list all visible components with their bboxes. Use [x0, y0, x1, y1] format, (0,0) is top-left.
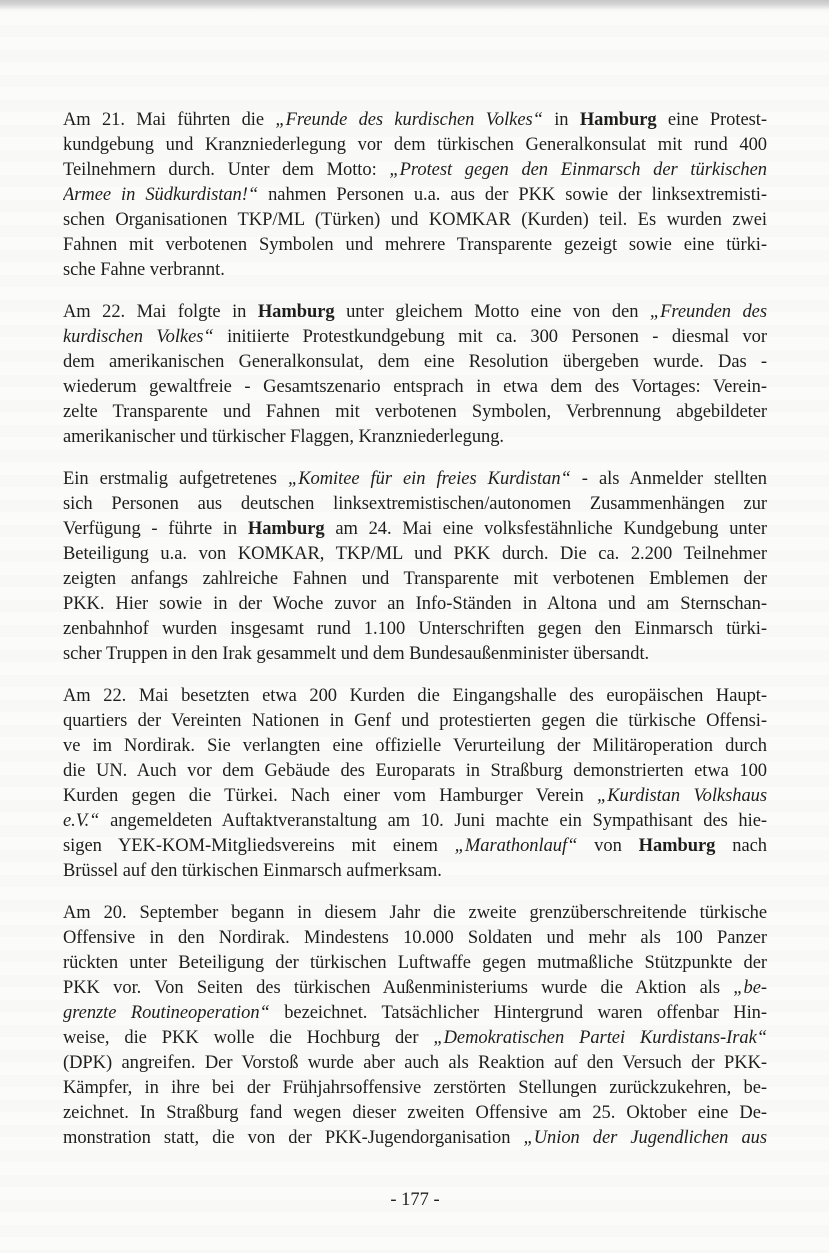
- text-line: [63, 1026, 767, 1051]
- text-run: (DPK) angreifen. Der Vorstoß wurde aber auch als Reaktion auf den Versuch der PKK-: [63, 1053, 767, 1073]
- text-run: PKK. Hier sowie in der Woche zuvor an Info-Ständen in Altona und am Sternschan-: [63, 594, 767, 614]
- text-line: [63, 233, 767, 258]
- text-run: weise, die PKK wolle die Hochburg der: [63, 1028, 434, 1048]
- text-line: [63, 183, 767, 208]
- text-line: [63, 734, 767, 759]
- text-line: [63, 642, 767, 667]
- text-run: Kurden gegen die Türkei. Nach einer vom Hamburger Verein: [63, 786, 598, 806]
- text-line: [63, 492, 767, 517]
- text-line: [63, 425, 767, 450]
- text-run: von: [577, 836, 639, 856]
- italic-run: „be-: [733, 978, 767, 998]
- bold-run: Hamburg: [247, 519, 325, 539]
- text-run: dem amerikanischen Generalkonsulat, dem eine Resolution übergeben wurde. Das -: [63, 352, 767, 372]
- text-line: [63, 759, 767, 784]
- text-run: zeigten anfangs zahlreiche Fahnen und Transparente mit verbotenen Emblemen der: [63, 569, 767, 589]
- paragraph: [63, 467, 767, 667]
- bold-run: Hamburg: [579, 110, 657, 130]
- text-line: [63, 1101, 767, 1126]
- text-line: [63, 1051, 767, 1076]
- text-line: [63, 158, 767, 183]
- text-line: [63, 1001, 767, 1026]
- text-run: Verfügung - führte in: [63, 519, 248, 539]
- scan-edge-top: [0, 0, 829, 10]
- text-run: kundgebung und Kranzniederlegung vor dem türkischen Generalkonsulat mit rund 400: [63, 135, 767, 155]
- text-run: amerikanischer und türkischer Flaggen, Kranzniederlegung.: [63, 427, 504, 447]
- text-run: Kämpfer, in ihre bei der Frühjahrsoffensive zerstörten Stellungen zurückzukehren, be-: [63, 1078, 767, 1098]
- italic-run: „Kurdistan Volkshaus: [597, 786, 767, 806]
- text-line: [63, 901, 767, 926]
- text-line: [63, 709, 767, 734]
- text-line: [63, 258, 767, 283]
- text-line: [63, 467, 767, 492]
- text-run: - als Anmelder stellten: [570, 469, 767, 489]
- text-run: Ein erstmalig aufgetretenes: [63, 469, 288, 489]
- text-run: Brüssel auf den türkischen Einmarsch aufmerksam.: [63, 861, 442, 881]
- text-run: Beteiligung u.a. von KOMKAR, TKP/ML und PKK durch. Die ca. 2.200 Teilnehmer: [63, 544, 767, 564]
- text-run: angemeldeten Auftaktveranstaltung am 10. Juni machte ein Sympathisant des hie-: [99, 811, 767, 831]
- text-run: quartiers der Vereinten Nationen in Genf und protestierten gegen die türkische Offensi-: [63, 711, 767, 731]
- text-run: nach: [715, 836, 767, 856]
- text-line: [63, 951, 767, 976]
- italic-run: „Komitee für ein freies Kurdistan“: [287, 469, 571, 489]
- paragraph: [63, 108, 767, 283]
- text-run: sigen YEK-KOM-Mitgliedsvereins mit einem: [63, 836, 455, 856]
- text-run: zenbahnhof wurden insgesamt rund 1.100 Unterschriften gegen den Einmarsch türki-: [63, 619, 767, 639]
- text-run: zeichnet. In Straßburg fand wegen dieser zweiten Offensive am 25. Oktober eine De-: [63, 1103, 767, 1123]
- text-run: eine Protest-: [656, 110, 767, 130]
- text-run: unter gleichem Motto eine von den: [334, 302, 650, 322]
- text-run: scher Truppen in den Irak gesammelt und dem Bundesaußenminister übersandt.: [63, 644, 650, 664]
- text-line: [63, 834, 767, 859]
- text-run: die UN. Auch vor dem Gebäude des Europarats in Straßburg demonstrierten etwa 100: [63, 761, 767, 781]
- text-line: [63, 859, 767, 884]
- italic-run: kurdischen Volkes“: [63, 327, 214, 347]
- paragraph: [63, 684, 767, 884]
- text-line: [63, 300, 767, 325]
- italic-run: grenzte Routineoperation“: [63, 1003, 270, 1023]
- text-line: [63, 400, 767, 425]
- bold-run: Hamburg: [638, 836, 716, 856]
- text-line: [63, 976, 767, 1001]
- text-run: monstration statt, die von der PKK-Jugendorganisation: [63, 1128, 524, 1148]
- text-run: bezeichnet. Tatsächlicher Hintergrund waren offenbar Hin-: [269, 1003, 767, 1023]
- text-line: [63, 133, 767, 158]
- text-line: [63, 325, 767, 350]
- text-line: [63, 1076, 767, 1101]
- text-run: sche Fahne verbrannt.: [63, 260, 225, 280]
- text-line: [63, 684, 767, 709]
- text-run: zelte Transparente und Fahnen mit verbotenen Symbolen, Verbrennung abgebildeter: [63, 402, 767, 422]
- text-run: sich Personen aus deutschen linksextremistischen/autonomen Zusammenhängen zur: [63, 494, 767, 514]
- text-run: Am 22. Mai folgte in: [63, 302, 258, 322]
- text-run: ve im Nordirak. Sie verlangten eine offizielle Verurteilung der Militäroperation durch: [63, 736, 767, 756]
- text-line: [63, 592, 767, 617]
- text-line: [63, 926, 767, 951]
- italic-run: Armee in Südkurdistan!“: [63, 185, 259, 205]
- text-run: PKK vor. Von Seiten des türkischen Außenministeriums wurde die Aktion als: [63, 978, 734, 998]
- text-run: rückten unter Beteiligung der türkischen Luftwaffe gegen mutmaßliche Stützpunkte der: [63, 953, 767, 973]
- text-run: initiierte Protestkundgebung mit ca. 300 Personen - diesmal vor: [213, 327, 767, 347]
- italic-run: „Union der Jugendlichen aus: [523, 1128, 767, 1148]
- text-line: [63, 542, 767, 567]
- text-line: [63, 108, 767, 133]
- text-line: [63, 208, 767, 233]
- text-line: [63, 809, 767, 834]
- text-line: [63, 517, 767, 542]
- text-line: [63, 784, 767, 809]
- text-run: Am 22. Mai besetzten etwa 200 Kurden die Eingangshalle des europäischen Haupt-: [63, 686, 767, 706]
- text-line: [63, 617, 767, 642]
- text-line: [63, 567, 767, 592]
- italic-run: „Protest gegen den Einmarsch der türkischen: [389, 160, 767, 180]
- text-run: am 24. Mai eine volksfestähnliche Kundgebung unter: [324, 519, 767, 539]
- italic-run: e.V.“: [63, 811, 100, 831]
- text-run: Fahnen mit verbotenen Symbolen und mehrere Transparente gezeigt sowie eine türki-: [63, 235, 767, 255]
- italic-run: „Freunden des: [649, 302, 767, 322]
- text-run: wiederum gewaltfreie - Gesamtszenario entsprach in etwa dem des Vortages: Verein-: [63, 377, 767, 397]
- text-run: Teilnehmern durch. Unter dem Motto:: [63, 160, 390, 180]
- text-run: in: [542, 110, 580, 130]
- italic-run: „Marathonlauf“: [454, 836, 578, 856]
- paragraph: [63, 300, 767, 450]
- text-line: [63, 375, 767, 400]
- text-line: [63, 350, 767, 375]
- italic-run: „Demokratischen Partei Kurdistans-Irak“: [433, 1028, 767, 1048]
- page-number: - 177 -: [390, 1190, 440, 1210]
- text-run: Offensive in den Nordirak. Mindestens 10.000 Soldaten und mehr als 100 Panzer: [63, 928, 767, 948]
- text-run: Am 20. September begann in diesem Jahr die zweite grenzüberschreitende türkische: [63, 903, 767, 923]
- text-run: nahmen Personen u.a. aus der PKK sowie der linksextremisti-: [258, 185, 767, 205]
- paragraph: [63, 901, 767, 1151]
- text-run: schen Organisationen TKP/ML (Türken) und KOMKAR (Kurden) teil. Es wurden zwei: [63, 210, 767, 230]
- bold-run: Hamburg: [257, 302, 335, 322]
- text-line: [63, 1126, 767, 1151]
- italic-run: „Freunde des kurdischen Volkes“: [275, 110, 543, 130]
- document-body: [63, 108, 767, 1168]
- text-run: Am 21. Mai führten die: [63, 110, 276, 130]
